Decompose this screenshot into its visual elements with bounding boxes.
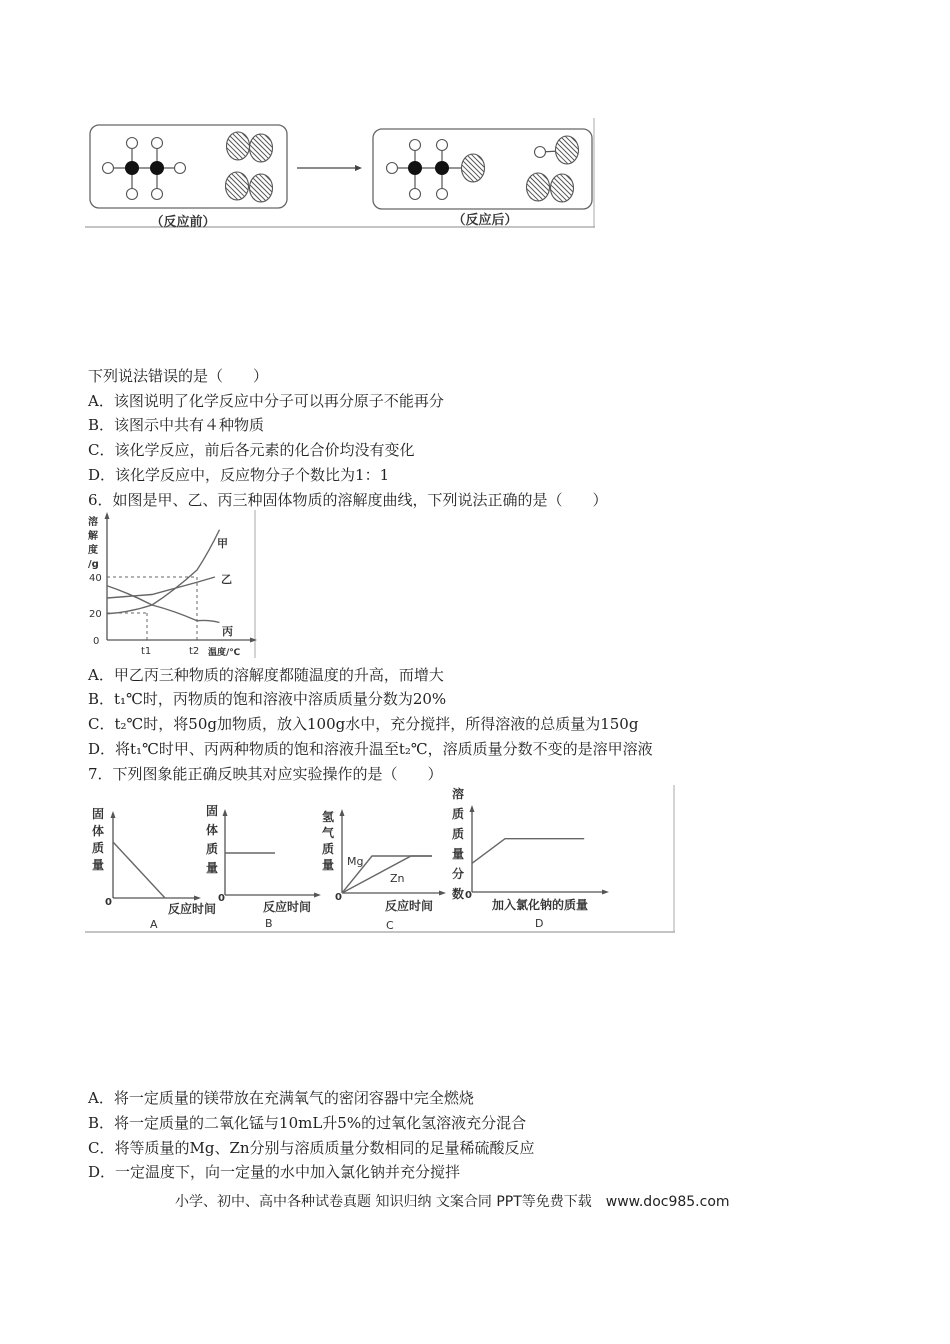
- origin-label: 0: [93, 636, 100, 647]
- hatched-atom-icon: [227, 132, 250, 160]
- arrow-head-icon: [355, 165, 362, 171]
- white-atom-icon: [127, 189, 138, 200]
- y-label-char: 解: [88, 531, 98, 542]
- graph-d: [452, 786, 609, 930]
- q5-option-d: D．该化学反应中，反应物分子个数比为1：1: [88, 466, 390, 484]
- black-atom-icon: [408, 161, 422, 175]
- y-label-char: 度: [88, 545, 98, 556]
- q5-option-c: C．该化学反应，前后各元素的化合价均没有变化: [88, 441, 415, 459]
- footer-note: 小学、初中、高中各种试卷真题 知识归纳 文案合同 PPT等免费下载 www.doc985.com: [175, 1194, 730, 1210]
- white-atom-icon: [103, 163, 114, 174]
- x-tick-t1: t1: [141, 646, 152, 657]
- y-label-char: 质: [452, 807, 465, 821]
- hatched-atom-icon: [250, 134, 273, 162]
- q7-option-a: A．将一定质量的镁带放在充满氧气的密闭容器中完全燃烧: [88, 1089, 474, 1107]
- x-axis-label: 加入氯化钠的质量: [492, 898, 589, 912]
- y-arrow-icon: [340, 809, 345, 816]
- panel-label: D: [535, 917, 544, 930]
- y-label-char: 溶: [452, 787, 465, 801]
- origin-label: 0: [218, 893, 225, 904]
- q7-option-c: C．将等质量的Mg、Zn分别与溶质质量分数相同的足量稀硫酸反应: [88, 1139, 535, 1157]
- y-label-char: 量: [322, 858, 335, 872]
- series-label-bing: 丙: [222, 625, 233, 638]
- series-label-zn: Zn: [390, 872, 405, 885]
- white-atom-icon: [152, 189, 163, 200]
- series-line: [113, 842, 165, 898]
- hatched-atom-icon: [226, 172, 249, 200]
- x-axis-label: 反应时间: [385, 899, 434, 913]
- x-axis-label: 反应时间: [168, 902, 217, 916]
- white-atom-icon: [437, 189, 448, 200]
- q7-graphs: [85, 785, 680, 935]
- white-atom-icon: [410, 140, 421, 151]
- hatched-atom-icon: [556, 136, 579, 164]
- x-axis-label: 反应时间: [263, 900, 312, 914]
- q6-stem: 6．如图是甲、乙、丙三种固体物质的溶解度曲线，下列说法正确的是（ ）: [88, 491, 608, 509]
- y-arrow-icon: [105, 512, 110, 519]
- curve-yi: [107, 577, 215, 598]
- y-label-char: 量: [206, 861, 219, 875]
- white-atom-icon: [535, 147, 546, 158]
- origin-label: 0: [465, 890, 472, 901]
- x-arrow-icon: [314, 893, 321, 898]
- y-label-char: 固: [206, 804, 219, 818]
- q5-option-a: A．该图说明了化学反应中分子可以再分原子不能再分: [88, 392, 444, 410]
- y-arrow-icon: [223, 809, 228, 816]
- panel-label: C: [386, 919, 394, 932]
- q5-option-b: B．该图示中共有４种物质: [88, 416, 265, 434]
- series-label-jia: 甲: [217, 537, 228, 550]
- y-label-char: 溶: [88, 517, 98, 528]
- q7-option-d: D．一定温度下，向一定量的水中加入氯化钠并充分搅拌: [88, 1163, 461, 1181]
- y-label-char: 分: [452, 867, 465, 881]
- curve-jia: [107, 530, 220, 614]
- white-atom-icon: [437, 140, 448, 151]
- series-label-yi: 乙: [221, 573, 232, 586]
- q5-stem: 下列说法错误的是（ ）: [88, 367, 269, 385]
- origin-label: 0: [335, 892, 342, 903]
- y-label-char: 量: [452, 847, 465, 861]
- label-after: （反应后）: [452, 213, 518, 228]
- x-arrow-icon: [194, 896, 201, 901]
- y-label-char: 质: [452, 827, 465, 841]
- series-label-mg: Mg: [347, 855, 364, 868]
- y-label-char: 体: [92, 824, 105, 838]
- x-tick-t2: t2: [189, 646, 200, 657]
- hatched-atom-icon: [462, 154, 485, 182]
- x-arrow-icon: [250, 638, 257, 643]
- y-tick-20: 20: [89, 609, 102, 620]
- panel-label: B: [265, 917, 273, 930]
- hatched-atom-icon: [527, 173, 550, 201]
- q7-stem: 7．下列图象能正确反映其对应实验操作的是（ ）: [88, 765, 443, 783]
- y-label-char: 气: [322, 826, 335, 840]
- q7-option-b: B．将一定质量的二氧化锰与10mL升5%的过氧化氢溶液充分混合: [88, 1114, 527, 1132]
- y-label-char: 数: [452, 887, 465, 901]
- y-arrow-icon: [470, 805, 475, 812]
- q6-option-a: A．甲乙丙三种物质的溶解度都随温度的升高，而增大: [88, 666, 444, 684]
- x-axis-label: 温度/℃: [208, 648, 241, 658]
- hatched-atom-icon: [551, 174, 574, 202]
- white-atom-icon: [152, 138, 163, 149]
- y-label-char: 体: [206, 823, 219, 837]
- q6-option-c: C．t₂℃时，将50g加物质，放入100g水中，充分搅拌，所得溶液的总质量为150g: [88, 715, 639, 733]
- graph-a: [92, 807, 219, 931]
- graph-c: [322, 809, 446, 932]
- y-label-char: 量: [92, 858, 105, 872]
- y-tick-40: 40: [89, 573, 102, 584]
- y-label-char: /g: [88, 559, 99, 570]
- q6-option-b: B．t₁℃时，丙物质的饱和溶液中溶质质量分数为20%: [88, 690, 447, 708]
- q6-option-d: D．将t₁℃时甲、丙两种物质的饱和溶液升温至t₂℃，溶质质量分数不变的是溶甲溶液: [88, 740, 653, 758]
- y-label-char: 质: [206, 842, 219, 856]
- y-label-char: 氢: [322, 810, 335, 824]
- panel-label: A: [150, 918, 158, 931]
- y-label-char: 质: [92, 841, 105, 855]
- black-atom-icon: [435, 161, 449, 175]
- y-arrow-icon: [111, 811, 116, 818]
- black-atom-icon: [125, 161, 139, 175]
- y-label-char: 质: [322, 842, 335, 856]
- white-atom-icon: [175, 163, 186, 174]
- hatched-atom-icon: [250, 174, 273, 202]
- graph-b: [206, 804, 321, 930]
- x-arrow-icon: [439, 891, 446, 896]
- black-atom-icon: [150, 161, 164, 175]
- y-label-char: 固: [92, 807, 105, 821]
- origin-label: 0: [105, 897, 112, 908]
- reaction-diagram: [85, 118, 597, 233]
- white-atom-icon: [127, 138, 138, 149]
- white-atom-icon: [410, 189, 421, 200]
- solubility-chart: [85, 510, 260, 660]
- label-before: （反应前）: [150, 215, 216, 230]
- series-line: [472, 839, 584, 864]
- white-atom-icon: [387, 163, 398, 174]
- x-arrow-icon: [602, 890, 609, 895]
